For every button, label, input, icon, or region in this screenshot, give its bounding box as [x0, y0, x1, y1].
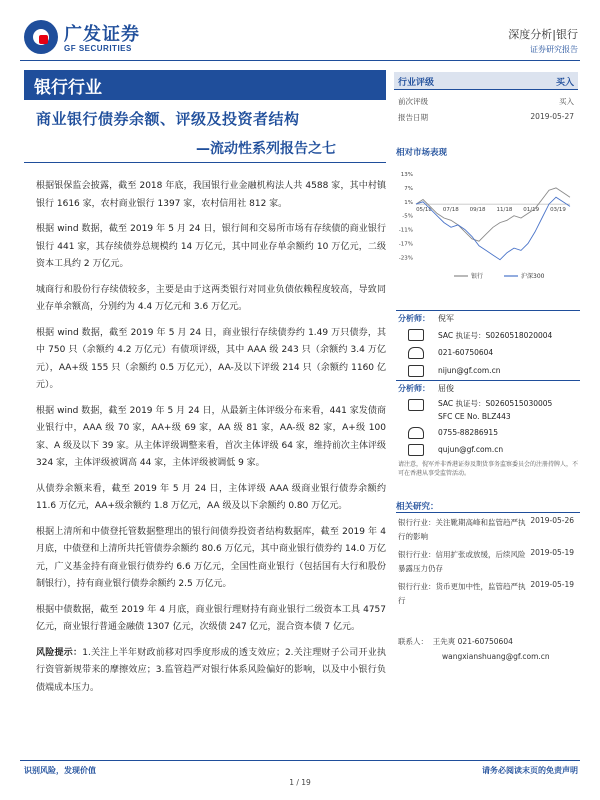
series-line	[416, 197, 570, 260]
certificate-icon	[408, 399, 424, 411]
market-performance-heading: 相对市场表现	[396, 148, 448, 158]
y-tick-label: 13%	[400, 172, 413, 178]
report-body	[36, 178, 386, 705]
analyst-email: qujun@gf.com.cn	[438, 445, 504, 454]
analyst-divider	[396, 380, 580, 381]
logo-english-name: GF SECURITIES	[64, 44, 132, 53]
report-date-value: 2019-05-27	[530, 112, 574, 121]
related-divider	[396, 512, 580, 513]
legend-label: 银行	[471, 273, 484, 280]
x-tick-label: 11/18	[496, 207, 513, 214]
analyst-sfc: SFC CE No. BLZ443	[438, 412, 511, 421]
y-tick-label: -11%	[398, 227, 413, 234]
analyst-sac: SAC 执证号：S0260515030005	[438, 399, 553, 408]
x-tick-label: 03/19	[550, 207, 566, 214]
report-date-label: 报告日期	[398, 113, 428, 122]
industry-title: 银行行业	[34, 78, 102, 98]
footer-disclaimer-note: 请务必阅读末页的免责声明	[482, 766, 578, 775]
body-paragraph: 根据 wind 数据，截至 2019 年 5 月 24 日，银行间和交易所市场有存续债的商业银行银行 441 家，其存续债券总规模约 14 万亿元，其中同业存单余额约 10 万亿元，二级资本工具约 2 万亿元。	[36, 224, 386, 269]
body-paragraph: 城商行和股份行存续债较多，主要是由于这两类银行对同业负债依赖程度较高，导致同业存单余额高，分别约为 4.4 万亿元和 3.6 万亿元。	[36, 284, 386, 312]
market-performance-chart	[394, 166, 578, 284]
page-number: 1 / 19	[289, 778, 311, 787]
related-item[interactable]: 银行行业：信用扩张或放缓，后续风险暴露压力仍存	[398, 550, 526, 573]
logo-chinese-name: 广发证券	[64, 24, 140, 45]
body-paragraph: 根据上清所和中债登托管数据整理出的银行间债券投资者结构数据库，截至 2019 年 4 月底，中债登和上清所共托管债券余额约 80.6 万亿元，其中商业银行债券约 14.0 万亿元，广义基金持有商业银行债券约 6.6 万亿元，全国性商业银行（包括国有大行和股份制银行），持有商业银行债券余额约 2.5 万亿元。	[36, 526, 386, 589]
contact-email[interactable]: wangxianshuang@gf.com.cn	[442, 652, 550, 661]
y-tick-label: 1%	[404, 199, 413, 206]
mail-icon	[408, 444, 424, 456]
related-item-date: 2019-05-26	[530, 516, 574, 525]
footer-slogan: 识别风险，发现价值	[24, 766, 96, 775]
y-tick-label: -5%	[402, 213, 413, 220]
x-tick-label: 01/19	[523, 207, 540, 214]
body-paragraph: 根据 wind 数据，截至 2019 年 5 月 24 日，商业银行存续债券约 1.49 万只债券，其中 750 只（余额约 4.2 万亿元）有债项评级，其中 AAA 级 243 只（余额约 3.4 万亿元），AA+级 155 只（余额约 0.5 万亿元），AA-及以下评级 214 只（余额约 1160 亿元）。	[36, 327, 386, 390]
certificate-icon	[408, 329, 424, 341]
body-paragraph: 根据 wind 数据，截至 2019 年 5 月 24 日，从最新主体评级分布来看，441 家发债商业银行中，AAA 级 70 家，AA+级 69 家，AA 级 81 家，AA-级 82 家，A+级 100 家、A 级及以下 39 家。从主体评级调整来看，首次主体评级 64 家，维持前次主体评级 324 家，主体评级被调高 44 家，主体评级被调低 9 家。	[36, 405, 386, 468]
report-title: 商业银行债券余额、评级及投资者结构	[36, 110, 300, 128]
mail-icon	[408, 365, 424, 377]
report-category: 证券研究报告	[530, 45, 578, 54]
related-item-date: 2019-05-19	[530, 548, 574, 557]
analyst-phone: 021-60750604	[438, 348, 494, 357]
x-tick-label: 05/18	[416, 207, 432, 214]
body-paragraph: 根据中债数据，截至 2019 年 4 月底，商业银行理财持有商业银行二级资本工具 4757 亿元，商业银行普通金融债 1307 亿元，次级债 247 亿元，混合资本债 7 亿元。	[36, 604, 386, 632]
analyst-sac: SAC 执证号：S0260518020004	[438, 331, 553, 340]
logo-mark-icon	[24, 20, 58, 54]
rating-label: 行业评级	[398, 78, 435, 88]
related-item-date: 2019-05-19	[530, 580, 574, 589]
contact-label: 联系人：	[398, 637, 428, 646]
x-tick-label: 09/18	[469, 207, 486, 214]
y-tick-label: 7%	[404, 185, 413, 192]
contact-name-phone: 王先爽 021-60750604	[432, 637, 513, 646]
series-line	[416, 188, 570, 241]
header-divider	[20, 60, 580, 61]
y-tick-label: -23%	[398, 255, 413, 262]
x-tick-label: 07/18	[442, 207, 459, 214]
report-subtitle: —流动性系列报告之七	[196, 141, 336, 157]
y-tick-label: -17%	[398, 241, 413, 248]
phone-icon	[408, 427, 424, 439]
analyst-disclaimer: 请注意，倪军并非香港证券及期货事务监察委员会的注册持牌人，不可在香港从事受监管活动。	[398, 461, 579, 477]
previous-rating-label: 前次评级	[398, 97, 428, 106]
previous-rating-value: 买入	[559, 97, 574, 106]
risk-text: 1.关注上半年财政前移对四季度形成的透支效应；2.关注理财子公司开业执行资管新规带来的摩擦效应；3.监管趋严对银行体系风险偏好的影响，以及中小银行负债端成本压力。	[36, 647, 386, 693]
title-divider	[24, 162, 386, 163]
legend-label: 沪深300	[521, 273, 545, 280]
chart-svg	[394, 166, 578, 284]
analyst-email: nijun@gf.com.cn	[438, 366, 501, 375]
related-research-heading: 相关研究：	[396, 502, 439, 512]
body-paragraph: 根据银保监会披露，截至 2018 年底，我国银行业金融机构法人共 4588 家，其中村镇银行 1616 家，农村商业银行 1397 家，农村信用社 812 家。	[36, 181, 386, 209]
footer-divider	[20, 760, 580, 761]
analyst-divider	[396, 310, 580, 311]
report-type: 深度分析|银行	[508, 28, 578, 41]
analyst-name: 倪军	[438, 314, 454, 323]
related-item[interactable]: 银行行业：关注靴期高峰和监管趋严执行的影响	[398, 518, 526, 541]
analyst-phone: 0755-88286915	[438, 428, 498, 437]
risk-warning	[36, 645, 386, 698]
contact-line	[398, 634, 513, 650]
company-logo	[24, 18, 184, 58]
phone-icon	[408, 347, 424, 359]
risk-label: 风险提示：	[36, 647, 83, 658]
analyst-role: 分析师：	[398, 384, 430, 393]
rating-value: 买入	[555, 78, 574, 88]
analyst-role: 分析师：	[398, 314, 430, 323]
body-paragraph: 从债券余额来看，截至 2019 年 5 月 24 日，主体评级 AAA 级商业银行债券余额约 11.6 万亿元，AA+级余额约 1.8 万亿元，AA 级及以下余额约 0.80 万亿元。	[36, 483, 386, 511]
related-item[interactable]: 银行行业：货币更加中性，监管趋严执行	[398, 582, 526, 605]
analyst-name: 屈俊	[438, 384, 454, 393]
